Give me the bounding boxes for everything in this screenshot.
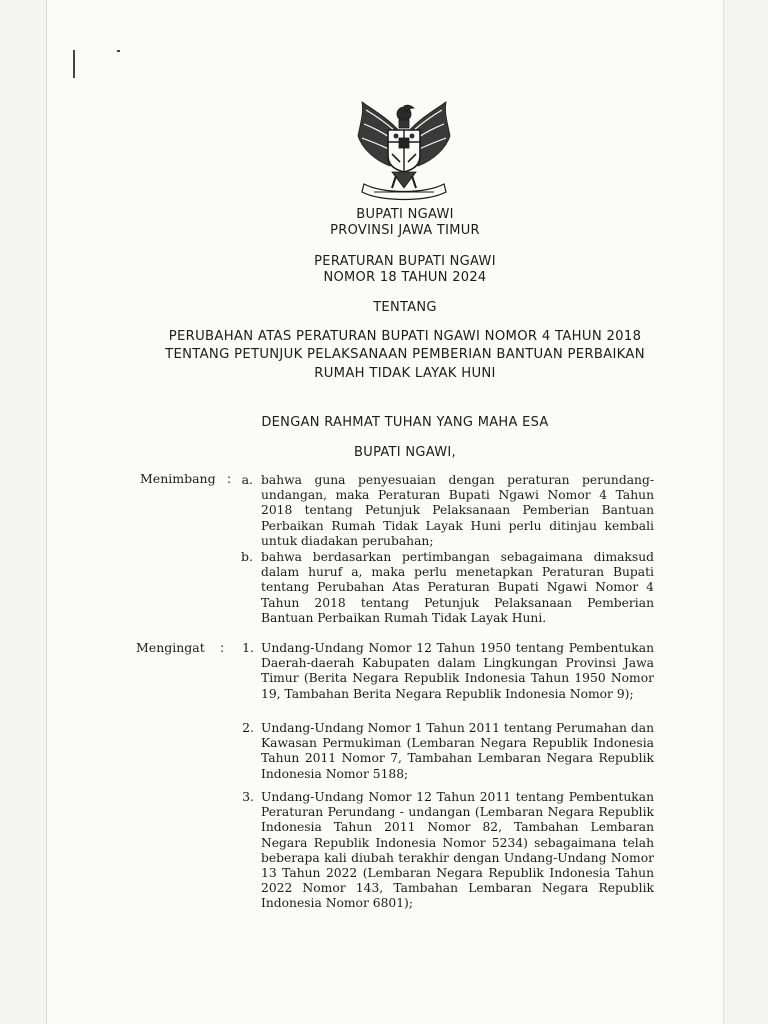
item-marker: 3. [242, 789, 254, 804]
scan-mark [117, 50, 120, 52]
subject-line: RUMAH TIDAK LAYAK HUNI [314, 366, 496, 381]
mengingat-item-3: Undang-Undang Nomor 12 Tahun 2011 tentang Pembentukan Peraturan Perundang - undangan (Lembaran Negara Republik Indonesia Tahun 2011 Nomor 82, Tambahan Lembaran Negara Republik Indonesia Nomor 5234) sebagaimana telah beberapa kali diubah terakhir dengan Undang-Undang Nomor 13 Tahun 2022 (Lembaran Negara Republik Indonesia Tahun 2022 Nomor 143, Tambahan Lembaran Negara Republik Indonesia Nomor 6801); [261, 790, 654, 911]
scan-mark [73, 50, 75, 78]
mengingat-label: Mengingat [136, 640, 205, 655]
office-title: BUPATI NGAWI [356, 207, 454, 222]
regulation-title: PERATURAN BUPATI NGAWI [314, 254, 496, 269]
menimbang-item-b: bahwa berdasarkan pertimbangan sebagaimana dimaksud dalam huruf a, maka perlu menetapkan Peraturan Bupati tentang Perubahan Atas Peraturan Bupati Ngawi Nomor 4 Tahun 2018 tentang Petunjuk Pelaksanaan Pemberian Bantuan Perbaikan Rumah Tidak Layak Huni. [261, 550, 654, 625]
garuda-emblem-icon [352, 96, 456, 202]
item-marker: a. [241, 472, 253, 487]
regulation-number: NOMOR 18 TAHUN 2024 [323, 270, 487, 285]
subject-line: TENTANG PETUNJUK PELAKSANAAN PEMBERIAN BANTUAN PERBAIKAN [165, 347, 645, 362]
colon: : [227, 471, 232, 486]
province-title: PROVINSI JAWA TIMUR [330, 223, 480, 238]
menimbang-item-a: bahwa guna penyesuaian dengan peraturan perundang-undangan, maka Peraturan Bupati Ngawi Nomor 4 Tahun 2018 tentang Petunjuk Pelaksanaan Pemberian Bantuan Perbaikan Rumah Tidak Layak Huni perlu ditinjau kembali untuk diadakan perubahan; [261, 473, 654, 548]
item-marker: 1. [242, 640, 254, 655]
colon: : [220, 640, 225, 655]
item-marker: b. [241, 549, 253, 564]
invocation: DENGAN RAHMAT TUHAN YANG MAHA ESA [261, 415, 549, 430]
mengingat-item-1: Undang-Undang Nomor 12 Tahun 1950 tentang Pembentukan Daerah-daerah Kabupaten dalam Lingkungan Provinsi Jawa Timur (Berita Negara Republik Indonesia Tahun 1950 Nomor 19, Tambahan Berita Negara Republik Indonesia Nomor 9); [261, 641, 654, 701]
authority: BUPATI NGAWI, [354, 445, 456, 460]
about-heading: TENTANG [373, 300, 437, 315]
subject-line: PERUBAHAN ATAS PERATURAN BUPATI NGAWI NOMOR 4 TAHUN 2018 [168, 329, 642, 344]
menimbang-label: Menimbang [140, 471, 216, 486]
mengingat-item-2: Undang-Undang Nomor 1 Tahun 2011 tentang Perumahan dan Kawasan Permukiman (Lembaran Negara Republik Indonesia Tahun 2011 Nomor 7, Tambahan Lembaran Negara Republik Indonesia Nomor 5188; [261, 721, 654, 781]
item-marker: 2. [242, 720, 254, 735]
